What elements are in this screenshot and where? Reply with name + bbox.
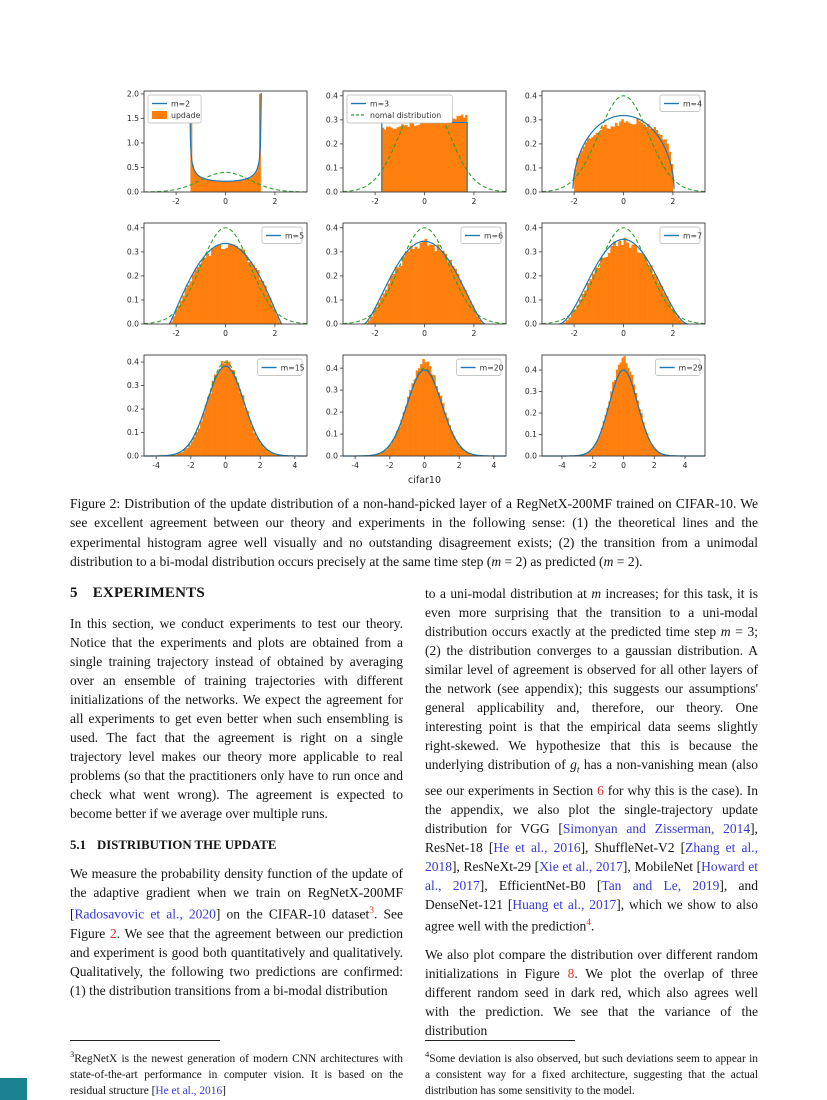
x-tick-label: 2 (651, 461, 657, 470)
footnote-text: $^3$RegNetX is the newest generation of modern CNN architectures with state-of-the-art performance in computer vision. It is based on the residual structure [He et al., 2016] (70, 1049, 403, 1097)
cross-ref[interactable]: 6 (597, 782, 604, 798)
y-tick-label: 1.5 (126, 114, 139, 124)
x-tick-label: 0 (621, 197, 626, 206)
x-tick-label: 0 (422, 197, 427, 206)
y-tick-label: 0.4 (325, 223, 338, 233)
y-tick-label: 0.4 (524, 365, 537, 375)
y-tick-label: 0.1 (126, 295, 139, 305)
x-tick-label: -4 (351, 461, 359, 470)
y-tick-label: 0.3 (524, 247, 537, 257)
y-tick-label: 0.4 (126, 223, 139, 233)
legend (262, 227, 304, 244)
citation-link[interactable]: Simonyan and Zisserman, 2014 (562, 820, 751, 836)
y-tick-label: 0.4 (524, 223, 537, 233)
figure-2 (116, 86, 716, 490)
subplot-m4 (514, 86, 710, 210)
section-title: EXPERIMENTS (92, 585, 205, 601)
x-tick-label: -2 (570, 329, 578, 338)
subplot-m15 (116, 350, 312, 490)
footnote-marker[interactable]: 4 (586, 917, 591, 928)
subplot-m6 (315, 218, 511, 342)
x-tick-label: -2 (172, 329, 180, 338)
x-tick-label: 0 (223, 461, 228, 470)
legend-label: m=2 (171, 99, 191, 109)
section-heading (70, 584, 403, 603)
legend-label: nomal distribution (370, 110, 442, 120)
y-tick-label: 0.0 (524, 451, 537, 461)
y-tick-label: 0.4 (325, 91, 338, 101)
y-tick-label: 0.2 (325, 407, 338, 417)
legend-label: updade (171, 110, 201, 120)
y-tick-label: 0.1 (325, 163, 338, 173)
right-column (425, 584, 758, 1099)
legend-label: m=20 (479, 363, 504, 373)
cross-ref[interactable]: 2 (109, 925, 117, 941)
x-tick-label: 0 (422, 461, 427, 470)
y-tick-label: 0.2 (524, 408, 537, 418)
y-tick-label: 0.0 (126, 319, 139, 329)
y-tick-label: 0.1 (126, 428, 139, 438)
citation-link[interactable]: Tan and Le, 2019 (601, 877, 720, 893)
x-tick-label: 0 (621, 461, 626, 470)
x-tick-label: -2 (588, 461, 597, 470)
legend (461, 227, 503, 244)
y-tick-label: 0.3 (325, 247, 338, 257)
legend (148, 95, 201, 123)
x-tick-label: 0 (621, 329, 626, 338)
body-paragraph: We measure the probability density function of the update of the adaptive gradient when we train on RegNetX-200MF [Radosavovic et al., 2020] on the CIFAR-10 dataset$^3$. See Figure 2. We see that the agreement between our prediction and experiment is good both quantitatively and qualitatively. Qualitatively, the following two predictions are confirmed: (1) the distribution transitions from a bi-modal distribution (70, 866, 403, 998)
x-tick-label: 2 (670, 197, 676, 206)
x-tick-label: -2 (371, 197, 379, 206)
footnote-rule (425, 1040, 575, 1041)
x-tick-label: -4 (558, 461, 566, 470)
legend (457, 359, 504, 376)
footnote-text: $^4$Some deviation is also observed, but such deviations seem to appear in a consistent way for a fixed architecture, suggesting that the actual distribution has some sensitivity to the model. (425, 1049, 758, 1097)
legend-label: m=3 (370, 99, 390, 109)
subplot-m7 (514, 218, 710, 342)
legend-label: m=29 (678, 363, 703, 373)
x-tick-label: -2 (570, 197, 578, 206)
y-tick-label: 0.1 (524, 430, 537, 440)
y-tick-label: 0.3 (325, 385, 338, 395)
y-tick-label: 2.0 (126, 89, 139, 99)
y-tick-label: 0.0 (126, 451, 139, 461)
y-tick-label: 0.0 (524, 187, 537, 197)
footnote-number: 4 (425, 1049, 430, 1060)
x-tick-label: 2 (471, 197, 477, 206)
x-tick-label: 0 (223, 197, 228, 206)
y-tick-label: 0.4 (325, 363, 338, 373)
x-tick-label: 2 (670, 329, 676, 338)
y-tick-label: 1.0 (126, 138, 139, 148)
y-tick-label: 0.3 (126, 381, 139, 391)
legend-label: m=15 (280, 363, 305, 373)
legend-label: m=7 (682, 231, 703, 241)
citation-link[interactable]: He et al., 2016 (155, 1084, 223, 1097)
x-tick-label: 2 (272, 197, 278, 206)
citation-link[interactable]: Howard et al., 2017 (425, 858, 759, 893)
x-tick-label: -4 (152, 461, 160, 470)
x-tick-label: 2 (272, 329, 278, 338)
cross-ref[interactable]: 8 (567, 966, 575, 982)
legend-label: m=5 (284, 231, 305, 241)
legend (660, 227, 702, 244)
x-tick-label: 2 (257, 461, 263, 470)
body-paragraph: to a uni-modal distribution at m increases; for this task, it is even more surprising that the transition to a uni-modal distribution occurs exactly at the predicted time step m = 3; (2) the distribution converges to a gaussian distribution. A similar level of agreement is observed for all other layers of the network (see appendix); this suggests our assumptions' general applicability and, therefore, our theory. One interesting point is that the empirical data seems slightly right-skewed. We hypothesize that this is because the underlying distribution of $g_t$ has a non-vanishing mean (also see our experiments in Section 6 for why this is the case). In the appendix, we also plot the single-trajectory update distribution for VGG [Simonyan and Zisserman, 2014], ResNet-18 [He et al., 2016], ShuffleNet-V2 [Zhang et al., 2018], ResNeXt-29 [Xie et al., 2017], MobileNet [Howard et al., 2017], EfficientNet-B0 [Tan and Le, 2019], and DenseNet-121 [Huang et al., 2017], which we show to also agree well with the prediction$^4$. (425, 586, 759, 934)
footnote-number: 3 (70, 1049, 75, 1060)
footnote-4 (425, 1040, 758, 1099)
x-tick-label: -2 (386, 461, 394, 470)
footnote-marker[interactable]: 3 (369, 906, 374, 916)
subplot-m20 (315, 350, 511, 490)
histogram (365, 239, 484, 324)
y-tick-label: 0.0 (325, 451, 338, 461)
footnote-rule (70, 1040, 220, 1041)
x-tick-label: 0 (223, 329, 228, 338)
subplot-m29 (514, 350, 710, 490)
histogram (382, 115, 468, 192)
legend (258, 359, 305, 376)
legend-label: m=6 (483, 231, 504, 241)
x-tick-label: 4 (682, 461, 688, 470)
subplot-m3 (315, 86, 511, 210)
x-tick-label: -2 (371, 329, 379, 338)
citation-link[interactable]: Zhang et al., 2018 (425, 839, 758, 874)
body-paragraph: In this section, we conduct experiments to test our theory. Notice that the experiments and plots are obtained from a single training trajectory instead of obtained by averaging over an ensemble of training trajectories with different initializations of the networks. We expect the agreement for all experiments to get even better when such ensembling is used. The fact that the agreement is right on a single trajectory level makes our theory more applicable to real problems (so that the practitioners only have to run once and check what went wrong). The agreement is expected to become better if we average over multiple runs. (70, 616, 403, 821)
subsection-heading (70, 836, 403, 855)
y-tick-label: 0.0 (325, 187, 338, 197)
y-tick-label: 0.3 (524, 115, 537, 125)
subplot-m2 (116, 86, 312, 210)
legend-label: m=4 (682, 99, 703, 109)
histogram (563, 238, 684, 324)
y-tick-label: 0.2 (325, 139, 338, 149)
legend (347, 95, 452, 123)
x-tick-label: 0 (422, 329, 427, 338)
x-tick-label: 4 (491, 461, 497, 470)
citation-link[interactable]: He et al., 2016 (493, 839, 581, 855)
citation-link[interactable]: Radosavovic et al., 2020 (74, 906, 216, 922)
y-tick-label: 0.2 (126, 404, 139, 414)
body-paragraph: We also plot compare the distribution over different random initializations in Figure 8. We plot the overlap of three different random seed in dark red, which also agrees well with the prediction. We see that the variance of the distribution (425, 947, 758, 1039)
y-tick-label: 0.0 (524, 319, 537, 329)
legend (660, 95, 702, 112)
x-tick-label: 2 (471, 329, 477, 338)
y-tick-label: 0.0 (325, 319, 338, 329)
figure-grid (116, 86, 716, 490)
footnote-3 (70, 1040, 403, 1099)
x-tick-label: -2 (172, 197, 180, 206)
x-axis-label: cifar10 (407, 475, 442, 486)
y-tick-label: 0.1 (325, 295, 338, 305)
y-tick-label: 0.3 (524, 387, 537, 397)
body-columns (70, 584, 758, 1099)
y-tick-label: 0.5 (126, 163, 139, 173)
y-tick-label: 0.4 (524, 91, 537, 101)
left-column (70, 584, 403, 1099)
x-tick-label: 4 (292, 461, 298, 470)
subsection-title: DISTRIBUTION THE UPDATE (97, 838, 277, 852)
y-tick-label: 0.2 (126, 271, 139, 281)
x-tick-label: 2 (456, 461, 462, 470)
y-tick-label: 0.1 (524, 295, 537, 305)
y-tick-label: 0.0 (126, 187, 139, 197)
citation-link[interactable]: Xie et al., 2017 (539, 858, 623, 874)
y-tick-label: 0.2 (325, 271, 338, 281)
citation-link[interactable]: Huang et al., 2017 (512, 896, 617, 912)
y-tick-label: 0.2 (524, 271, 537, 281)
figure-caption: Figure 2: Distribution of the update distribution of a non-hand-picked layer of a RegNetX-200MF trained on CIFAR-10. We see excellent agreement between our theory and experiments in the following sense: (1) the theoretical lines and the experimental histogram agree well visually and no outstanding disagreement exists; (2) the transition from a unimodal distribution to a bi-modal distribution occurs precisely at the same time step (m = 2) as predicted (m = 2). (70, 496, 758, 569)
section-number: 5 (70, 585, 78, 601)
corner-marker (0, 1078, 27, 1100)
subplot-m5 (116, 218, 312, 342)
x-tick-label: -2 (187, 461, 195, 470)
y-tick-label: 0.1 (524, 163, 537, 173)
y-tick-label: 0.2 (524, 139, 537, 149)
subsection-number: 5.1 (70, 838, 86, 852)
y-tick-label: 0.3 (126, 247, 139, 257)
legend-patch-sample (152, 111, 167, 119)
y-tick-label: 0.4 (126, 357, 139, 367)
legend (656, 359, 703, 376)
y-tick-label: 0.3 (325, 115, 338, 125)
y-tick-label: 0.1 (325, 429, 338, 439)
